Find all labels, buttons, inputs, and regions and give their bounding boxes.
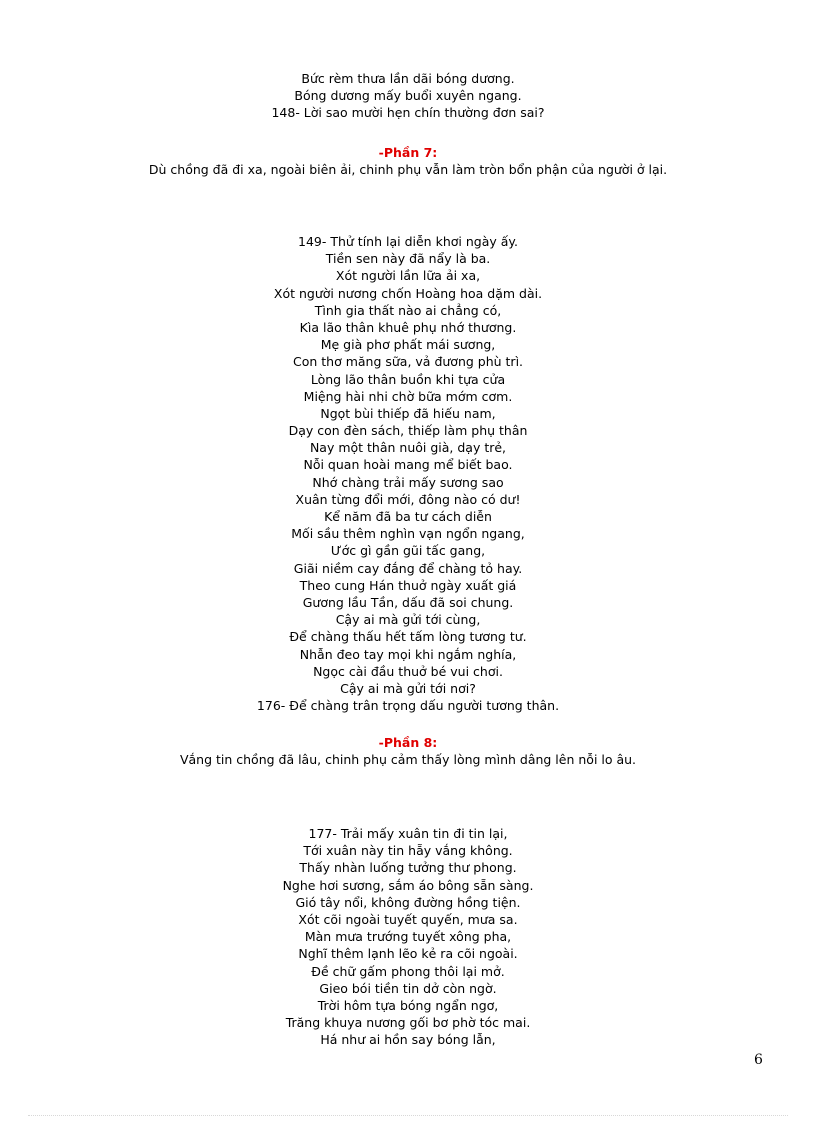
part7-heading: -Phần 7:: [378, 145, 438, 160]
verse-line: Tình gia thất nào ai chẳng có,: [314, 302, 502, 318]
verse-line: Miệng hài nhi chờ bữa mớm cơm.: [303, 388, 513, 404]
verse-line: Xót người lần lữa ải xa,: [335, 268, 481, 284]
verse-line: Mối sầu thêm nghìn vạn ngổn ngang,: [291, 526, 525, 542]
verse-line: 149- Thử tính lại diễn khơi ngày ấy.: [298, 234, 518, 249]
verse-line: Lòng lão thân buồn khi tựa cửa: [310, 371, 506, 387]
verse-line: Bóng dương mấy buổi xuyên ngang.: [294, 88, 522, 104]
part8-heading: -Phần 8:: [378, 735, 438, 750]
verse-line: Kìa lão thân khuê phụ nhớ thương.: [299, 319, 517, 335]
verse-line: Màn mưa trướng tuyết xông pha,: [304, 929, 512, 945]
verse-line: Xót người nương chốn Hoàng hoa dặm dài.: [273, 285, 543, 301]
verse-line: Kể năm đã ba tư cách diễn: [324, 509, 492, 524]
verse-line: 177- Trải mấy xuân tin đi tin lại,: [308, 826, 508, 841]
verse-line: Tới xuân này tin hẵy vắng không.: [303, 843, 513, 859]
verse-line: Cậy ai mà gửi tới cùng,: [335, 612, 481, 628]
verse-line: Ước gì gần gũi tấc gang,: [330, 543, 486, 559]
verse-line: Để chàng thấu hết tấm lòng tương tư.: [289, 629, 527, 645]
verse-line: Mẹ già phơ phất mái sương,: [320, 337, 496, 353]
verse-line: 148- Lời sao mười hẹn chín thường đơn sai?: [271, 105, 545, 121]
part8-section: [0, 734, 816, 768]
verse-line: Xót cõi ngoài tuyết quyến, mưa sa.: [298, 911, 518, 927]
verse-line: Bức rèm thưa lần dãi bóng dương.: [301, 71, 515, 86]
part7-section: [0, 144, 816, 178]
part7-summary: Dù chồng đã đi xa, ngoài biên ải, chinh phụ vẫn làm tròn bổn phận của người ở lại.: [148, 162, 668, 177]
verse-line: Há như ai hồn say bóng lẫn,: [320, 1032, 496, 1048]
verses-part8: [0, 825, 816, 1048]
verses-part7: [0, 233, 816, 714]
page-bottom-divider: [28, 1115, 788, 1116]
verse-line: Dạy con đèn sách, thiếp làm phụ thân: [288, 423, 528, 439]
verse-line: Cậy ai mà gửi tới nơi?: [340, 680, 476, 696]
verse-line: Nghĩ thêm lạnh lẽo kẻ ra cõi ngoài.: [298, 946, 518, 962]
verse-line: Nghe hơi sương, sắm áo bông sẵn sàng.: [282, 877, 534, 893]
verse-line: Xuân từng đổi mới, đông nào có dư!: [295, 491, 521, 507]
verse-line: Nhẫn đeo tay mọi khi ngắm nghía,: [299, 646, 517, 662]
verse-line: Nhớ chàng trải mấy sương sao: [312, 474, 504, 490]
verse-line: Đề chữ gấm phong thôi lại mở.: [311, 963, 505, 979]
verse-line: Gieo bói tiền tin dở còn ngờ.: [319, 980, 497, 996]
verse-line: Trăng khuya nương gối bơ phờ tóc mai.: [285, 1015, 531, 1031]
verses-top: [0, 70, 816, 122]
verse-line: Ngọc cài đầu thuở bé vui chơi.: [313, 663, 503, 679]
verse-line: Ngọt bùi thiếp đã hiếu nam,: [320, 405, 496, 421]
verse-line: Trời hôm tựa bóng ngẩn ngơ,: [317, 997, 499, 1013]
verse-line: Nay một thân nuôi già, dạy trẻ,: [309, 440, 507, 456]
page-number: 6: [754, 1052, 763, 1068]
part8-summary: Vắng tin chồng đã lâu, chinh phụ cảm thấy lòng mình dâng lên nỗi lo âu.: [179, 752, 637, 767]
verse-line: Theo cung Hán thuở ngày xuất giá: [299, 577, 517, 593]
verse-line: Gió tây nổi, không đường hồng tiện.: [295, 894, 521, 910]
verse-line: 176- Để chàng trân trọng dấu người tương thân.: [256, 698, 560, 714]
verse-line: Thấy nhàn luống tưởng thư phong.: [299, 860, 517, 876]
verse-line: Giãi niềm cay đắng để chàng tỏ hay.: [293, 560, 523, 576]
verse-line: Con thơ măng sữa, vả đương phù trì.: [292, 354, 524, 370]
verse-line: Nỗi quan hoài mang mể biết bao.: [303, 457, 513, 473]
verse-line: Tiền sen này đã nẩy là ba.: [325, 251, 491, 267]
verse-line: Gương lầu Tần, dấu đã soi chung.: [302, 594, 514, 610]
